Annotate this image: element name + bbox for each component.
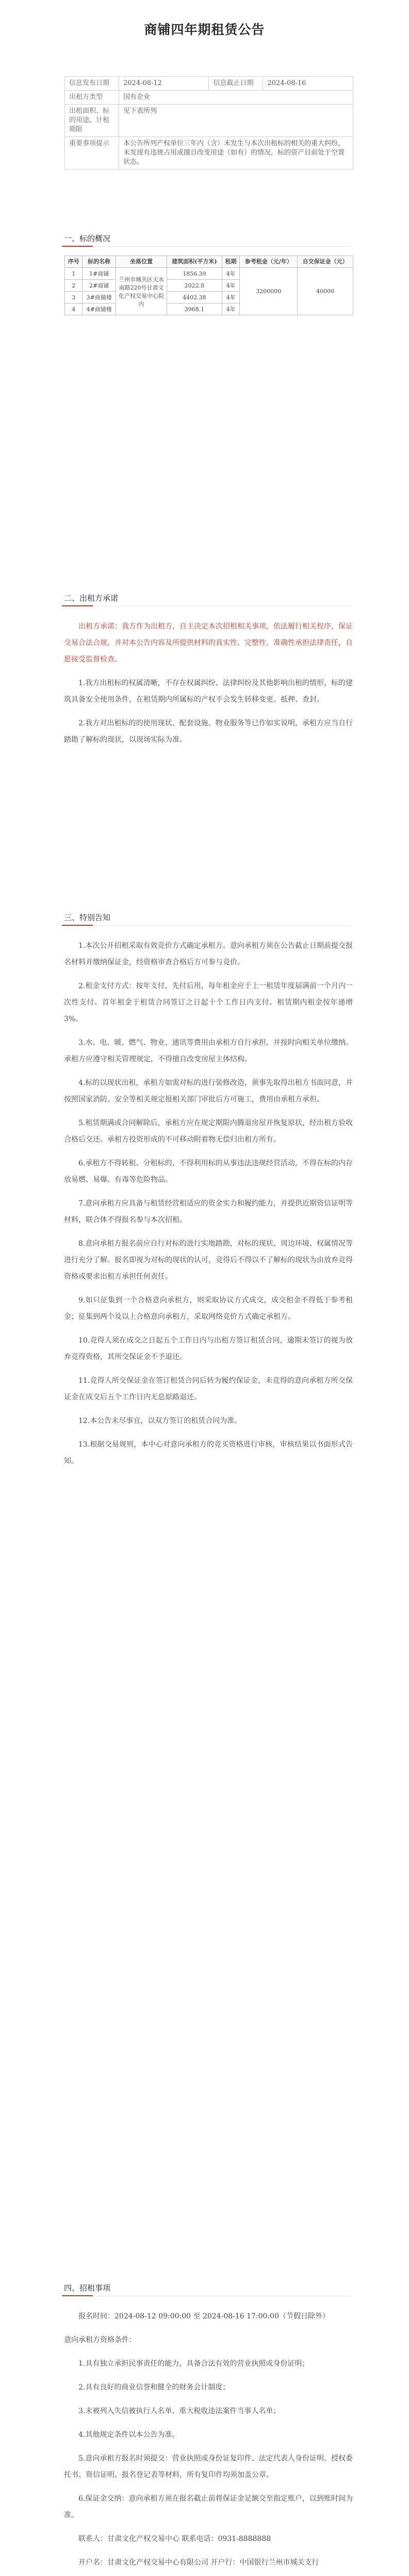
- note-label: 重要事项提示: [65, 137, 119, 170]
- col-term: 租期: [222, 256, 239, 268]
- section-title-promise: 二、出租方承诺: [64, 594, 119, 603]
- notice-paragraph: 10.竞得人须在成交之日起五个工作日内与出租方签订租赁合同，逾期未签订的视为放弃竞得资格，其所交保证金不予退还。: [64, 1336, 353, 1361]
- table-row: [65, 268, 353, 280]
- cell-area: 2022.8: [167, 280, 222, 292]
- col-area: 建筑面积(平方米): [167, 256, 222, 268]
- cell-deposit: 40000: [298, 268, 353, 315]
- notice-paragraph: 9.如只征集到一个合格意向承租方，则采取协议方式成交，成交租金不得低于参考租金；征集到两个及以上合格意向承租方，采取网络竞价方式确定承租方。: [64, 1296, 353, 1321]
- cell-location: 兰州市城关区天水南路220号甘肃文化产权交易中心院内: [116, 268, 167, 315]
- notice-paragraph: 13.根据交易规则，本中心对意向承租方的竞买资格进行审核，审核结果以书面形式告知。: [64, 1440, 353, 1465]
- cell-no: 1: [65, 268, 83, 280]
- cell-rent: 3200000: [240, 268, 298, 315]
- procedure-paragraph: 报名时间：2024-08-12 09:00:00 至 2024-08-16 17:00:00（节假日除外）: [78, 2312, 330, 2320]
- publish-label: 信息发布日期: [65, 77, 119, 91]
- procedure-paragraph: 5.意向承租方报名时须提交：营业执照或身份证复印件、法定代表人身份证明、授权委托书、资信证明、报名登记表等材料，所有复印件均须加盖公章。: [64, 2454, 353, 2479]
- notice-paragraph: 12.本公告未尽事宜，以双方签订的租赁合同为准。: [78, 1417, 242, 1425]
- promise-paragraph: 2.我方对出租标的的使用现状、配套设施、物业服务等已作如实说明，承租方应当自行踏勘了解标的现状，以现场实际为准。: [64, 719, 353, 744]
- section-accent-bar: [62, 2295, 93, 2296]
- section-accent-bar: [62, 925, 93, 926]
- promise-paragraph: 1.我方出租标的权属清晰，不存在权属纠纷、法律纠纷及其他影响出租的情形，标的建筑具备安全使用条件，在租赁期内所属标的产权不会发生转移变更、抵押、查封。: [64, 679, 353, 704]
- procedure-paragraph: 4.其他规定条件以本公告为准。: [78, 2431, 179, 2439]
- meta-table: [64, 76, 353, 170]
- cell-no: 2: [65, 280, 83, 292]
- cell-no: 4: [65, 303, 83, 315]
- cell-name: 4#商铺楼: [83, 303, 116, 315]
- section-accent-bar: [62, 246, 93, 247]
- notice-paragraph: 2.租金支付方式：按年支付，先付后用，每年租金应于上一租赁年度届满前一个月内一次性支付。首年租金于租赁合同签订之日起十个工作日内支付。租赁期内租金按年递增3%。: [64, 982, 353, 1023]
- notice-paragraph: 3.水、电、暖、燃气、物业、通讯等费用由承租方自行承担，并按时向相关单位缴纳。承租方应遵守相关管理规定，不得擅自改变房屋主体结构。: [64, 1039, 353, 1063]
- procedure-paragraph: 2.具有良好的商业信誉和健全的财务会计制度；: [78, 2383, 230, 2392]
- section-rule: [62, 246, 351, 247]
- type-label: 出租方类型: [65, 91, 119, 105]
- cell-area: 3968.1: [167, 303, 222, 315]
- bank-line: 开户名：甘肃文化产权交易中心有限公司 开户行：中国银行兰州市城关支行: [78, 2558, 319, 2567]
- note-value: 本公告所列产权单位三年内（含）未发生与本次出租标的相关的重大纠纷，未发现有违规占用或擅自改变用途（如有）的情况，标的资产目前处于空置状态。: [119, 137, 353, 170]
- cell-area: 4402.38: [167, 292, 222, 303]
- page-title: 商铺四年期租赁公告: [144, 22, 265, 37]
- notice-paragraph: 6.承租方不得转租、分租标的，不得利用标的从事违法违规经营活动，不得在标的内存放易燃、易爆、有毒等危险物品。: [64, 1159, 353, 1184]
- publish-value: 2024-08-12: [119, 77, 209, 91]
- notice-paragraph: 5.租赁期满或合同解除后，承租方应在规定期限内腾退房屋并恢复原状，经出租方验收合格后交还。承租方投资形成的不可移动附着物无偿归出租方所有。: [64, 1119, 353, 1144]
- col-no: 序号: [65, 256, 83, 268]
- notice-paragraph: 7.意向承租方应具备与租赁经营相适应的资金实力和履约能力，并提供近期资信证明等材料，联合体不得报名参与本次招租。: [64, 1199, 353, 1224]
- cell-name: 1#商铺: [83, 268, 116, 280]
- col-location: 坐落位置: [116, 256, 167, 268]
- promise-paragraph: 出租方承诺：我方作为出租方，自主决定本次招租相关事项，依法履行相关程序，保证交易合法合规，并对本公告内容及所提供材料的真实性、完整性、准确性承担法律责任，自愿接受监督检查。: [64, 622, 353, 664]
- procedure-paragraph: 1.具有独立承担民事责任的能力，具备合法有效的营业执照或身份证明；: [78, 2360, 309, 2368]
- type-value: 国有企业: [119, 91, 353, 105]
- notice-paragraph: 1.本次公开招租采取有效竞价方式确定承租方。意向承租方须在公告截止日期前提交报名材料并缴纳保证金，经资格审查合格后方可参与竞价。: [64, 942, 353, 967]
- deadline-value: 2024-08-16: [263, 77, 353, 91]
- cell-term: 4年: [222, 268, 239, 280]
- procedure-paragraph: 3.未被列入失信被执行人名单、重大税收违法案件当事人名单；: [78, 2407, 281, 2415]
- cell-area: 1856.39: [167, 268, 222, 280]
- col-deposit: 自交保证金（元）: [298, 256, 353, 268]
- section-rule: [62, 925, 351, 926]
- attach-value: 见下表所列: [119, 105, 353, 137]
- procedure-block: [64, 2308, 353, 2576]
- procedure-paragraph: 6.保证金交纳：意向承租方须在报名截止前将保证金足额交至指定账户，以到账时间为准。: [64, 2495, 353, 2519]
- deadline-label: 信息截止日期: [209, 77, 263, 91]
- attach-label: 出租面积、标的用途、计租期限: [65, 105, 119, 137]
- section-title-notice: 三、特别告知: [64, 913, 111, 922]
- promise-block: [64, 618, 353, 755]
- notice-paragraph: 11.竞得人所交保证金在签订租赁合同后转为履约保证金，未竞得的意向承租方所交保证金在成交后五个工作日内无息原路退还。: [64, 1377, 353, 1401]
- section-accent-bar: [62, 605, 93, 606]
- notice-paragraph: 8.意向承租方报名前应自行对标的进行实地踏勘，对标的现状、周边环境、权属情况等进行充分了解。报名即视为对标的现状的认可，竞得后不得以不了解标的现状为由放弃竞得资格或要求出租方承担任何责任。: [64, 1240, 353, 1281]
- col-rent: 参考租金（元/年）: [240, 256, 298, 268]
- lease-table: [64, 256, 353, 315]
- notice-block: [64, 938, 353, 1477]
- section-title-procedure: 四、招租事项: [64, 2283, 111, 2293]
- col-name: 标的名称: [83, 256, 116, 268]
- section-title-overview: 一、标的概况: [64, 234, 111, 243]
- contact-line: 联系人：甘肃文化产权交易中心 联系电话：0931-8888888: [78, 2535, 271, 2543]
- procedure-paragraph: 意向承租方资格条件：: [64, 2336, 136, 2344]
- notice-paragraph: 4.标的以现状出租，承租方如需对标的进行装修改造，须事先取得出租方书面同意，并按照国家消防、安全等相关规定报相关部门审批后方可施工，费用由承租方承担。: [64, 1079, 353, 1104]
- cell-term: 4年: [222, 280, 239, 292]
- cell-name: 3#商铺楼: [83, 292, 116, 303]
- cell-term: 4年: [222, 303, 239, 315]
- cell-term: 4年: [222, 292, 239, 303]
- cell-no: 3: [65, 292, 83, 303]
- cell-name: 2#商铺: [83, 280, 116, 292]
